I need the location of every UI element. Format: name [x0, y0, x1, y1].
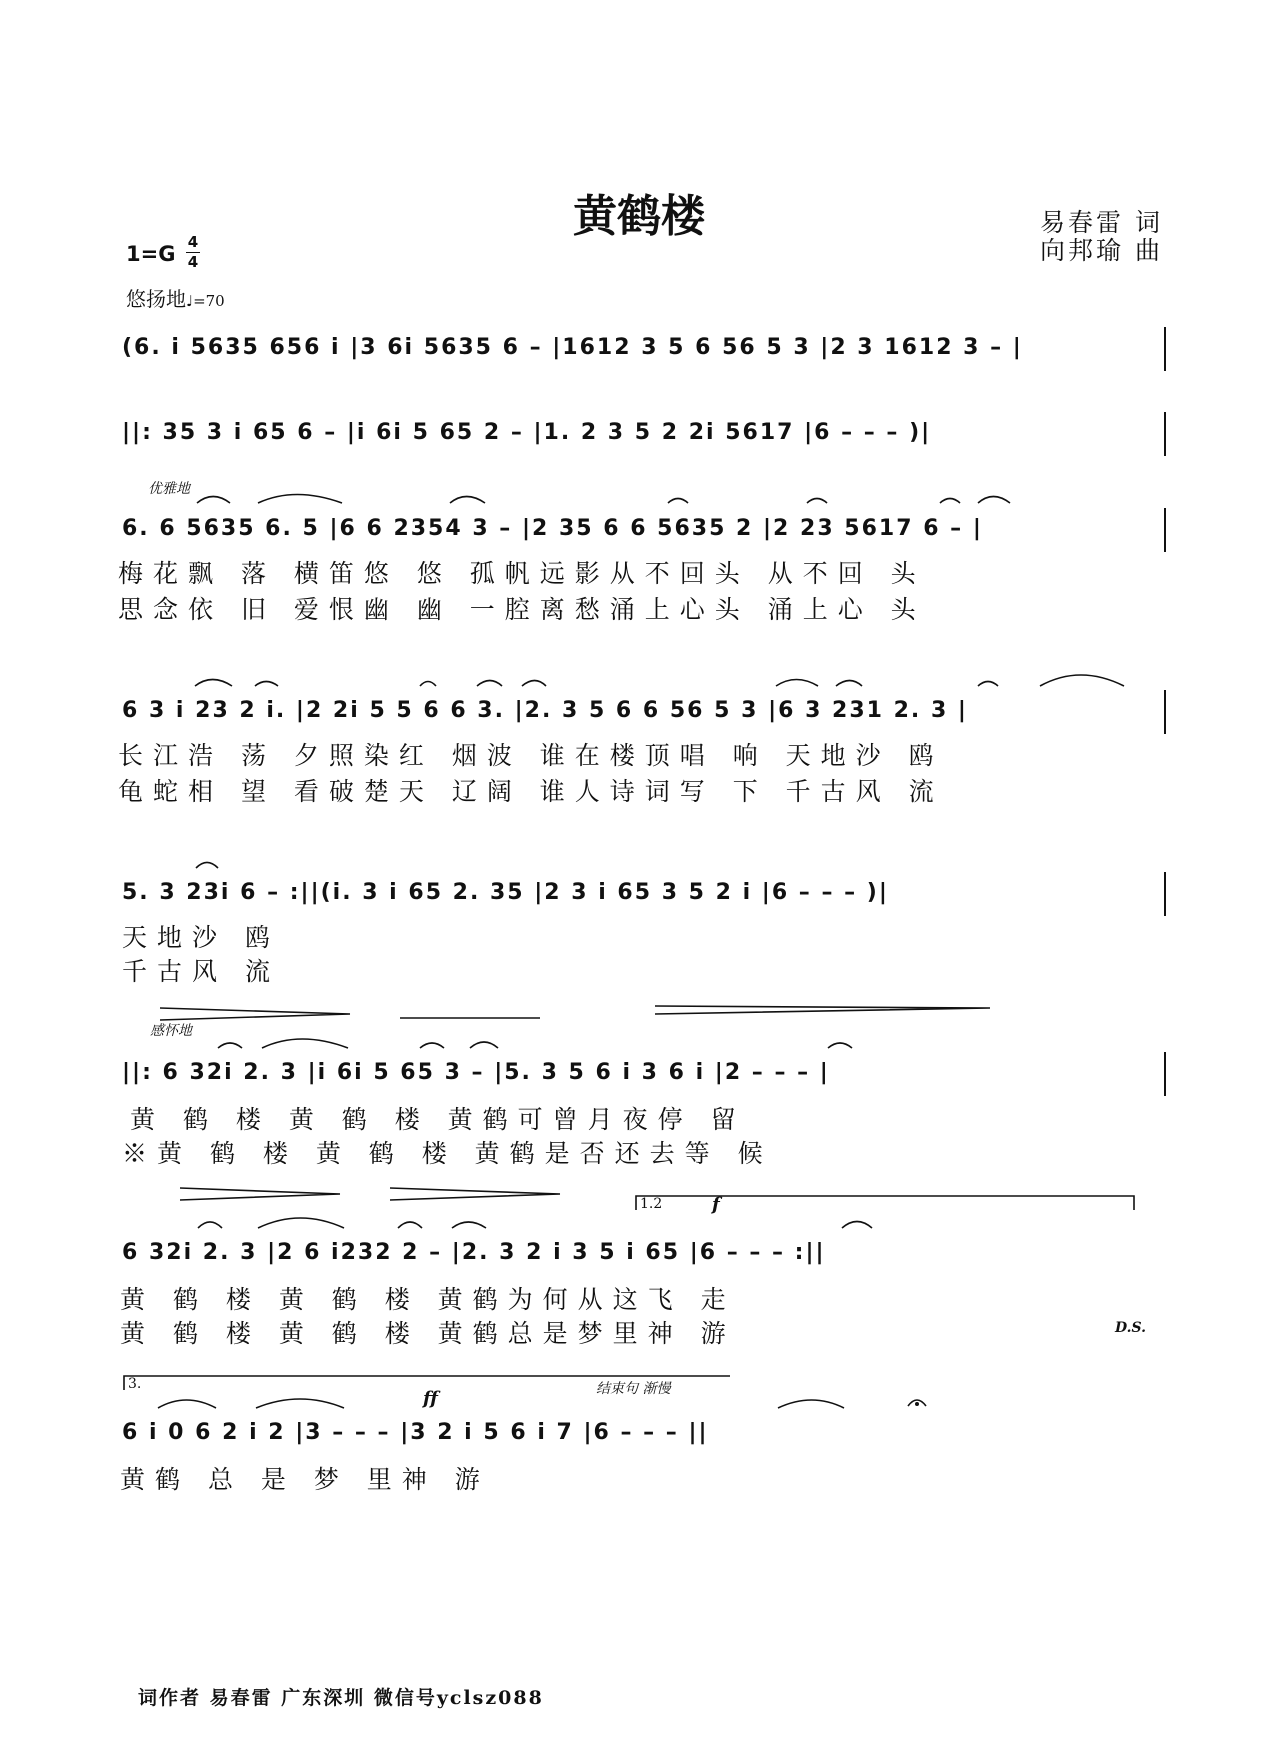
slur	[218, 1043, 242, 1048]
slur	[842, 1222, 872, 1229]
volta-third: 3.	[128, 1376, 142, 1392]
lyrics-verse-2: 思念依 旧 爱恨幽 幽 一腔离愁涌上心头 涌上心 头	[118, 595, 926, 624]
slur	[668, 499, 688, 504]
hairpin	[160, 1008, 350, 1020]
slur	[255, 682, 278, 687]
lyrics-verse-1: 天地沙 鸥	[122, 923, 280, 952]
slur	[197, 497, 230, 504]
tempo-beat: ♩=70	[186, 292, 225, 310]
slur	[450, 497, 485, 504]
lyrics-verse-1: 黄 鹤 楼 黄 鹤 楼 黄鹤为何从这飞 走	[120, 1285, 736, 1314]
footer-credit: 词作者 易春雷 广东深圳 微信号yclsz088	[138, 1687, 544, 1709]
notes-row-8: 6 i 0 6 2 i 2 |3 – – – |3 2 i 5 6 i 7 |6 – – – ||	[122, 1420, 709, 1445]
slur	[470, 1042, 498, 1048]
notes-row-3: 6. 6 5635 6. 5 |6 6 2354 3 – |2 35 6 6 5635 2 |2 23 5617 6 – |	[122, 516, 983, 541]
slur	[196, 863, 218, 869]
lyricist-credit: 易春雷 词	[1040, 208, 1163, 237]
slur	[978, 682, 998, 687]
slur	[258, 1218, 344, 1228]
lyrics-verse-2: ※黄 鹤 楼 黄 鹤 楼 黄鹤是否还去等 候	[122, 1139, 773, 1168]
slur	[420, 682, 436, 687]
key-signature: 1=G	[126, 242, 176, 266]
volta-first-second: 1.2	[640, 1196, 663, 1212]
lyrics-verse-2: 黄 鹤 楼 黄 鹤 楼 黄鹤总是梦里神 游	[120, 1319, 736, 1348]
volta-bracket	[636, 1196, 1134, 1210]
slur	[420, 1043, 444, 1048]
expression-graceful: 优雅地	[148, 481, 190, 497]
slur	[477, 681, 502, 687]
slur	[195, 680, 232, 687]
dal-segno-mark: D.S.	[1115, 1320, 1147, 1336]
lyrics-verse-1: 黄 鹤 楼 黄 鹤 楼 黄鹤可曾月夜停 留	[130, 1105, 746, 1134]
notes-row-4: 6 3 i 23 2 i. |2 2i 5 5 6 6 3. |2. 3 5 6 6 56 5 3 |6 3 231 2. 3 |	[122, 698, 968, 723]
dynamic-fortissimo: ff	[423, 1388, 438, 1409]
slur	[807, 499, 827, 504]
notes-row-1: (6. i 5635 656 i |3 6i 5635 6 – |1612 3 5 6 56 5 3 |2 3 1612 3 – |	[122, 335, 1023, 360]
fermata-dot	[915, 1402, 919, 1406]
lyrics-verse-1: 长江浩 荡 夕照染红 烟波 谁在楼顶唱 响 天地沙 鸥	[118, 741, 944, 770]
slur	[940, 499, 960, 504]
lyrics-verse-1: 黄鹤 总 是 梦 里神 游	[120, 1465, 490, 1494]
slur	[256, 1399, 344, 1408]
slur	[522, 681, 546, 687]
lyrics-verse-2: 千古风 流	[122, 957, 280, 986]
slur	[258, 495, 342, 504]
lyrics-verse-1: 梅花飘 落 横笛悠 悠 孤帆远影从不回头 从不回 头	[118, 559, 926, 588]
slur	[978, 497, 1010, 504]
notes-row-5: 5. 3 23i 6 – :||(i. 3 i 65 2. 35 |2 3 i 65 3 5 2 i |6 – – – )|	[122, 880, 889, 905]
slur	[452, 1222, 486, 1228]
lyrics-verse-2: 龟蛇相 望 看破楚天 辽阔 谁人诗词写 下 千古风 流	[118, 777, 944, 806]
hairpin	[180, 1188, 340, 1200]
slur	[778, 1400, 844, 1408]
slur	[398, 1222, 422, 1228]
slur	[1040, 675, 1124, 686]
meter-top: 4	[187, 233, 199, 251]
slur	[158, 1400, 216, 1408]
volta-bracket	[124, 1376, 730, 1390]
slur	[262, 1039, 348, 1048]
slur	[828, 1043, 852, 1048]
expression-emotional: 感怀地	[150, 1023, 192, 1039]
dynamic-forte: f	[712, 1194, 720, 1215]
notes-row-2: ||: 35 3 i 65 6 – |i 6i 5 65 2 – |1. 2 3 5 2 2i 5617 |6 – – – )|	[122, 420, 932, 445]
composer-credit: 向邦瑜 曲	[1040, 236, 1163, 265]
notes-row-7: 6 32i 2. 3 |2 6 i232 2 – |2. 3 2 i 3 5 i 65 |6 – – – :||	[122, 1240, 826, 1265]
notes-row-6: ||: 6 32i 2. 3 |i 6i 5 65 3 – |5. 3 5 6 i 3 6 i |2 – – – |	[122, 1060, 830, 1085]
meter-bottom: 4	[187, 253, 199, 271]
hairpin	[390, 1188, 560, 1200]
slur	[776, 680, 818, 687]
song-title: 黄鹤楼	[573, 191, 705, 242]
slur	[198, 1222, 222, 1228]
hairpin	[655, 1006, 990, 1014]
slur	[836, 681, 862, 687]
tempo-text: 悠扬地	[126, 287, 186, 311]
expression-ending-slowing: 结束句 渐慢	[596, 1381, 671, 1397]
